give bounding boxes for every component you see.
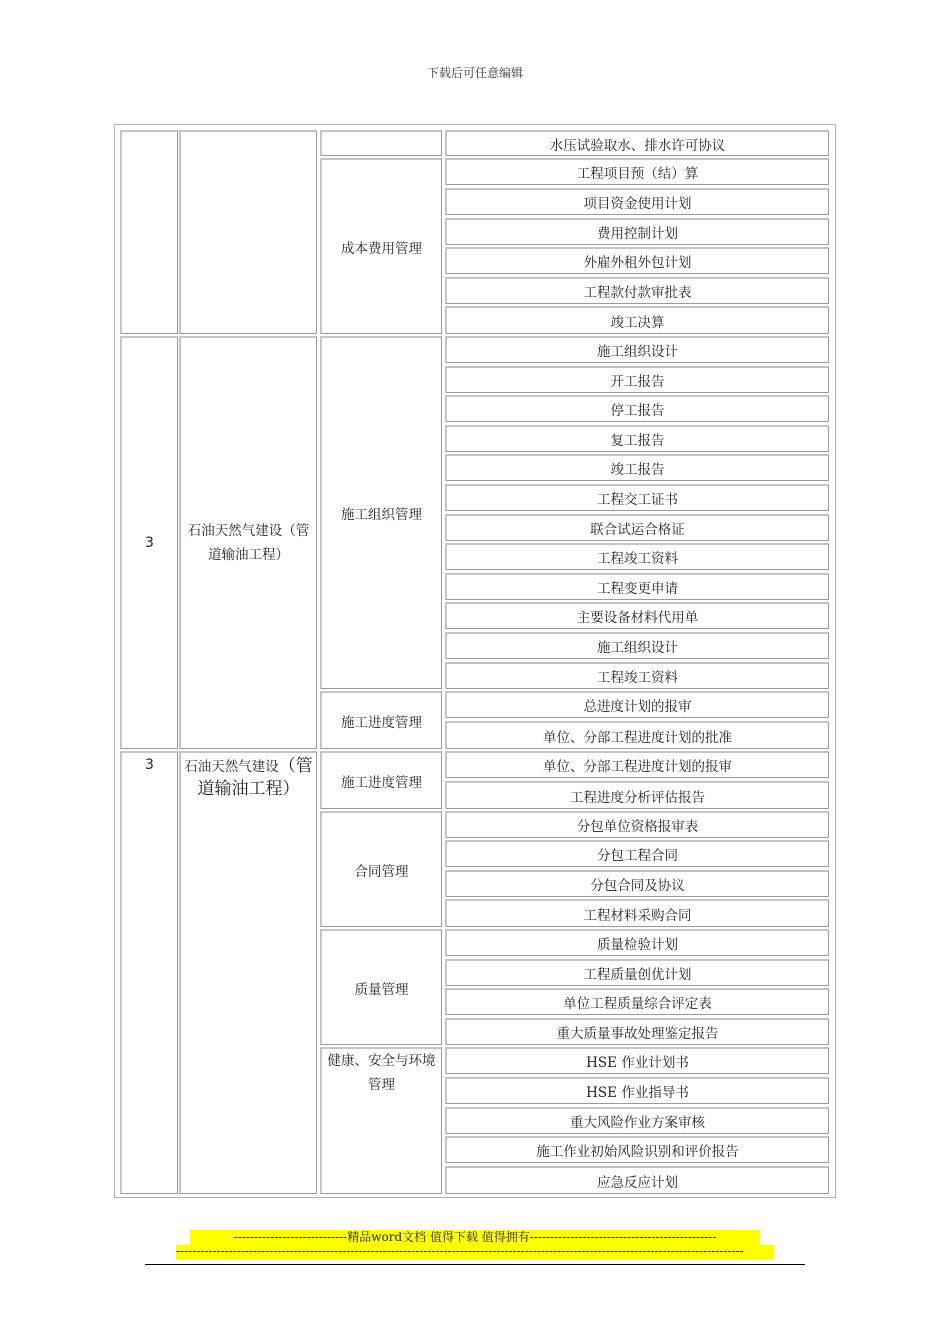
project-name-cell bbox=[179, 751, 317, 1194]
table-row-item: 分包工程合同 bbox=[445, 840, 829, 867]
table-row-item: HSE 作业指导书 bbox=[445, 1077, 829, 1104]
table-row-item: 开工报告 bbox=[445, 366, 829, 393]
table-row-item: 工程款付款审批表 bbox=[445, 277, 829, 304]
table-row-item: 工程变更申请 bbox=[445, 573, 829, 600]
table-row-item: 单位、分部工程进度计划的报审 bbox=[445, 751, 829, 778]
category-cell-empty bbox=[320, 130, 442, 156]
category-contract-management: 合同管理 bbox=[320, 811, 442, 927]
table-row-item: 竣工报告 bbox=[445, 454, 829, 481]
document-table bbox=[114, 124, 836, 1198]
table-row-item: 项目资金使用计划 bbox=[445, 188, 829, 215]
page-header: 下载后可任意编辑 bbox=[426, 66, 523, 80]
category-hse-management: 健康、安全与环境管理 bbox=[320, 1047, 442, 1194]
project-name-part2: （管道输油工程） bbox=[197, 756, 313, 799]
footer-banner: ----------------------------精品word文档 值得下载 值得拥有---------------------------------------------- bbox=[190, 1230, 760, 1245]
table-row-item: 重大风险作业方案审核 bbox=[445, 1107, 829, 1134]
category-construction-organization: 施工组织管理 bbox=[320, 336, 442, 689]
table-row-item: 费用控制计划 bbox=[445, 218, 829, 245]
table-row-item: 应急反应计划 bbox=[445, 1166, 829, 1194]
category-cost-management: 成本费用管理 bbox=[320, 158, 442, 334]
table-row-item: 联合试运合格证 bbox=[445, 514, 829, 541]
table-row-item: 工程竣工资料 bbox=[445, 662, 829, 689]
number-cell-empty bbox=[120, 130, 178, 334]
table-row-item: 分包合同及协议 bbox=[445, 870, 829, 897]
table-row-item: 施工作业初始风险识别和评价报告 bbox=[445, 1136, 829, 1163]
table-row-item: 单位工程质量综合评定表 bbox=[445, 988, 829, 1015]
table-row-item: 工程材料采购合同 bbox=[445, 899, 829, 927]
table-row-item: 施工组织设计 bbox=[445, 336, 829, 363]
table-row-item: 工程项目预（结）算 bbox=[445, 158, 829, 185]
table-row-item: 分包单位资格报审表 bbox=[445, 811, 829, 838]
table-row-item: 工程进度分析评估报告 bbox=[445, 781, 829, 809]
name-cell-empty bbox=[179, 130, 317, 334]
category-construction-schedule: 施工进度管理 bbox=[320, 751, 442, 809]
table-row-item: 施工组织设计 bbox=[445, 632, 829, 659]
table-row-item: 总进度计划的报审 bbox=[445, 691, 829, 718]
table-row-item: 工程竣工资料 bbox=[445, 543, 829, 570]
table-row-item: 单位、分部工程进度计划的批准 bbox=[445, 721, 829, 749]
table-row-item: 外雇外租外包计划 bbox=[445, 247, 829, 274]
table-row-item: 质量检验计划 bbox=[445, 929, 829, 956]
project-name: 石油天然气建设（管道输油工程） bbox=[179, 336, 317, 749]
table-row-item: 工程交工证书 bbox=[445, 484, 829, 511]
category-quality-management: 质量管理 bbox=[320, 929, 442, 1045]
table-row-item: 重大质量事故处理鉴定报告 bbox=[445, 1018, 829, 1045]
table-row-item: 停工报告 bbox=[445, 395, 829, 422]
footer-rule bbox=[145, 1264, 805, 1265]
table-row-item: 复工报告 bbox=[445, 425, 829, 452]
footer-dash-line: -------------------------------------------------------------------------------------------------------------------------------------------- bbox=[176, 1245, 774, 1260]
table-row-item: 工程质量创优计划 bbox=[445, 959, 829, 986]
row-number: 3 bbox=[120, 751, 178, 1194]
table-row-item: 水压试验取水、排水许可协议 bbox=[445, 130, 829, 156]
project-name-part1: 石油天然气建设 bbox=[184, 759, 279, 775]
row-number: 3 bbox=[120, 336, 178, 749]
category-construction-schedule: 施工进度管理 bbox=[320, 691, 442, 749]
table-row-item: HSE 作业计划书 bbox=[445, 1047, 829, 1074]
table-row-item: 竣工决算 bbox=[445, 306, 829, 334]
table-row-item: 主要设备材料代用单 bbox=[445, 602, 829, 629]
